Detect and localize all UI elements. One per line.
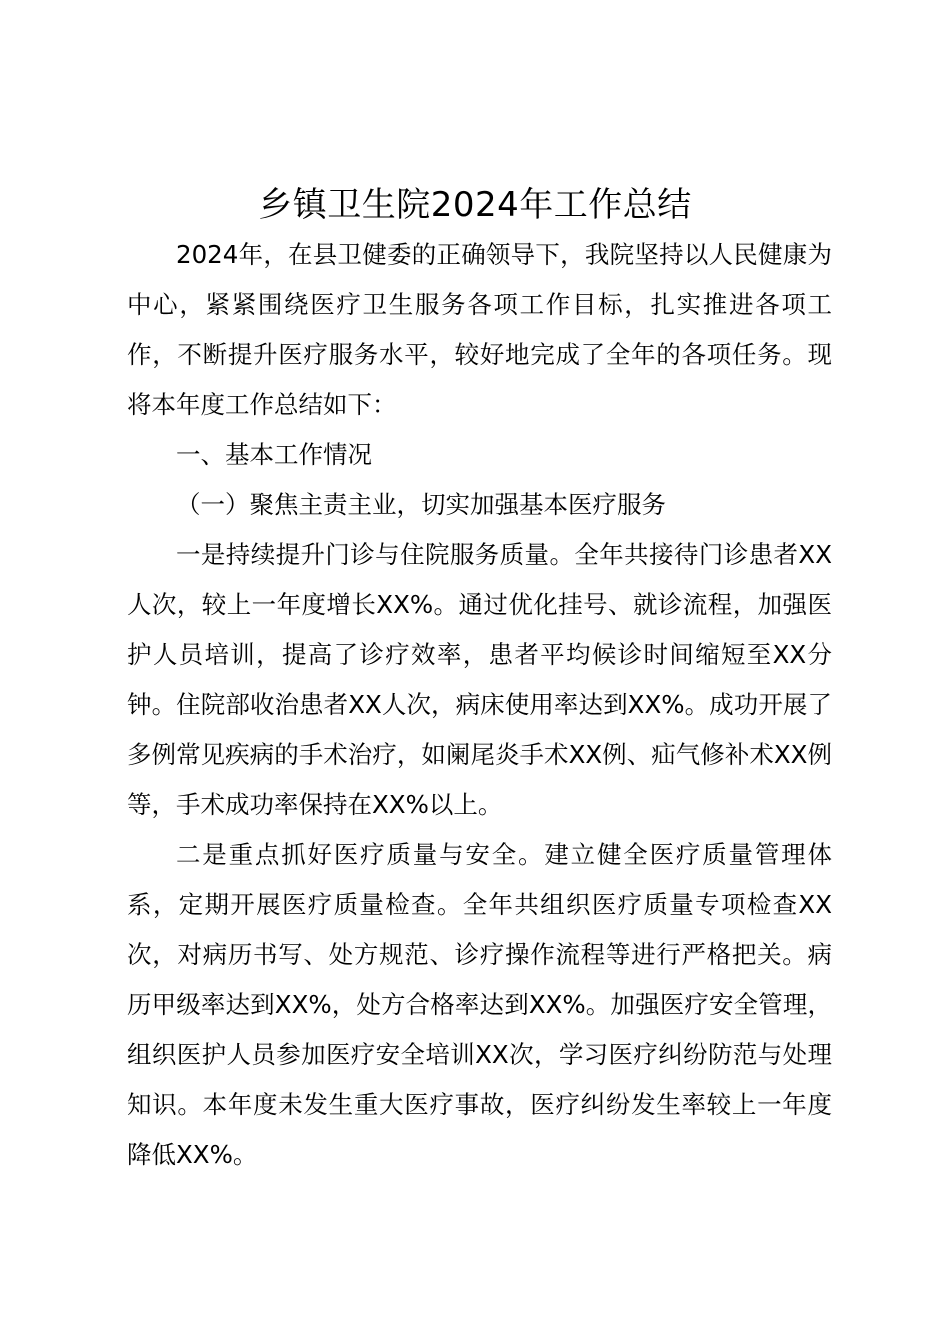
body-paragraph: 二是重点抓好医疗质量与安全。建立健全医疗质量管理体系，定期开展医疗质量检查。全年共组织医疗质量专项检查XX次，对病历书写、处方规范、诊疗操作流程等进行严格把关。病历甲级率达到XX%，处方合格率达到XX%。加强医疗安全管理，组织医护人员参加医疗安全培训XX次，学习医疗纠纷防范与处理知识。本年度未发生重大医疗事故，医疗纠纷发生率较上一年度降低XX%。 (127, 840, 832, 1169)
document-body (127, 230, 832, 1180)
section-heading: 一、基本工作情况 (176, 440, 372, 469)
document-title: 乡镇卫生院2024年工作总结 (258, 185, 692, 225)
body-paragraph: 一是持续提升门诊与住院服务质量。全年共接待门诊患者XX人次，较上一年度增长XX%。通过优化挂号、就诊流程，加强医护人员培训，提高了诊疗效率，患者平均候诊时间缩短至XX分钟。住院部收治患者XX人次，病床使用率达到XX%。成功开展了多例常见疾病的手术治疗，如阑尾炎手术XX例、疝气修补术XX例等，手术成功率保持在XX%以上。 (127, 540, 832, 819)
intro-paragraph: 2024年，在县卫健委的正确领导下，我院坚持以人民健康为中心，紧紧围绕医疗卫生服务各项工作目标，扎实推进各项工作，不断提升医疗服务水平，较好地完成了全年的各项任务。现将本年度工作总结如下： (127, 240, 832, 419)
subsection-heading: （一）聚焦主责主业，切实加强基本医疗服务 (176, 490, 666, 519)
